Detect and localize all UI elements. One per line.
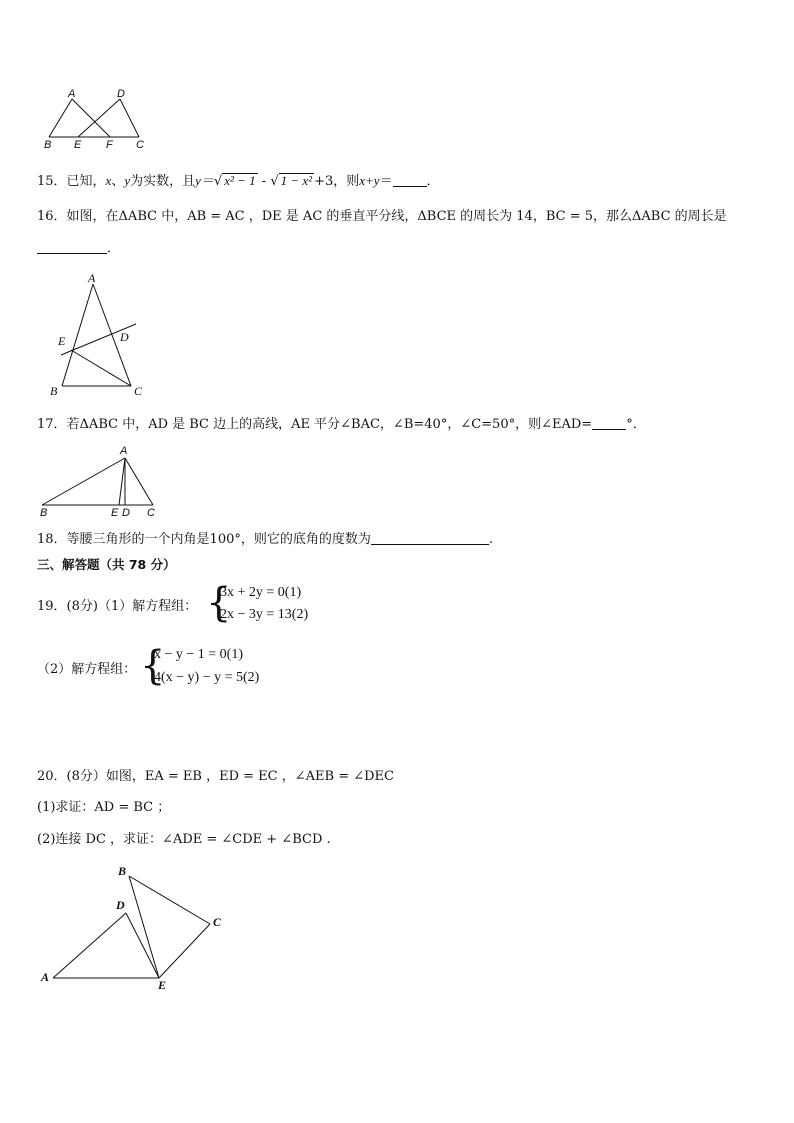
section-3-heading: 三、解答题（共 78 分）	[37, 557, 176, 572]
q20-intro: 20．(8分）如图，EA = EB ，ED = EC ，∠AEB = ∠DEC	[37, 769, 394, 784]
q19-part1-label: 19．(8分)（1）解方程组：	[37, 599, 198, 614]
fig14-label-a: A	[68, 88, 76, 100]
q17-text: 17．若ΔABC 中，AD 是 BC 边上的高线，AE 平分∠BAC，∠B=40°，∠C=50°，则∠EAD=	[37, 417, 593, 432]
q15-var-x: x	[105, 173, 112, 188]
q15-y-equals: y＝	[195, 173, 214, 188]
q15-sqrt2: 1 − x²	[280, 173, 313, 188]
q19-eq2a: x − y − 1 = 0(1)	[154, 647, 244, 662]
fig16-label-d: D	[120, 330, 129, 344]
q15-separator: 、	[111, 174, 125, 189]
q15-x-plus-y: x+y	[359, 173, 380, 188]
q17-end: °．	[626, 417, 646, 432]
q15-var-y: y	[124, 173, 131, 188]
fig16-label-a: A	[88, 271, 96, 285]
q15-end: ．	[426, 174, 440, 189]
q18-end: .	[488, 532, 493, 547]
q20-part1: (1)求证：AD = BC ；	[37, 800, 171, 815]
q18-text: 18．等腰三角形的一个内角是100°，则它的底角的度数为	[37, 532, 371, 547]
q19-brace-2: {	[140, 643, 166, 689]
fig14-label-b: B	[44, 139, 52, 151]
q19-eq2b: 4(x − y) − y = 5(2)	[154, 670, 260, 685]
fig14-label-f: F	[106, 139, 113, 151]
fig20-label-d: D	[116, 898, 125, 912]
fig16-label-c: C	[134, 384, 143, 398]
fig14-label-e: E	[74, 139, 82, 151]
q15-number: 15．已知，	[37, 174, 106, 189]
fig17-label-e: E	[111, 507, 119, 519]
q15-text1: 为实数，且	[130, 174, 196, 189]
q19-brace-1: {	[206, 580, 232, 626]
q15-sqrt2-sign: √	[270, 174, 279, 189]
fig14-label-c: C	[136, 139, 144, 151]
q19-eq1b: 2x − 3y = 13(2)	[220, 607, 309, 622]
q19-eq1a: 3x + 2y = 0(1)	[220, 585, 302, 600]
fig17-label-a: A	[120, 445, 128, 457]
fig17-label-d: D	[122, 507, 130, 519]
q20-part2: (2)连接 DC ，求证：∠ADE = ∠CDE + ∠BCD .	[37, 832, 331, 847]
fig16-label-e: E	[58, 334, 66, 348]
q16-text: 16．如图，在ΔABC 中，AB = AC ，DE 是 AC 的垂直平分线，ΔBCE 的周长为 14，BC = 5，那么ΔABC 的周长是	[37, 209, 727, 224]
q15-sqrt1-sign: √	[213, 174, 223, 189]
fig20-label-e: E	[158, 978, 167, 992]
fig17-label-b: B	[40, 507, 48, 519]
q15-text2: +3，则	[314, 174, 360, 189]
q15-minus: -	[257, 174, 271, 189]
q19-part2-label: （2）解方程组：	[37, 662, 137, 677]
q15-sqrt1: x² − 1	[224, 173, 256, 188]
fig20-label-c: C	[213, 915, 222, 929]
fig17-label-c: C	[147, 507, 155, 519]
q16-end: ．	[107, 241, 121, 256]
fig20-label-a: A	[41, 970, 50, 984]
fig14-label-d: D	[117, 88, 125, 100]
fig20-label-b: B	[118, 864, 127, 878]
fig16-label-b: B	[50, 384, 58, 398]
q15-equals: ＝	[379, 174, 393, 189]
